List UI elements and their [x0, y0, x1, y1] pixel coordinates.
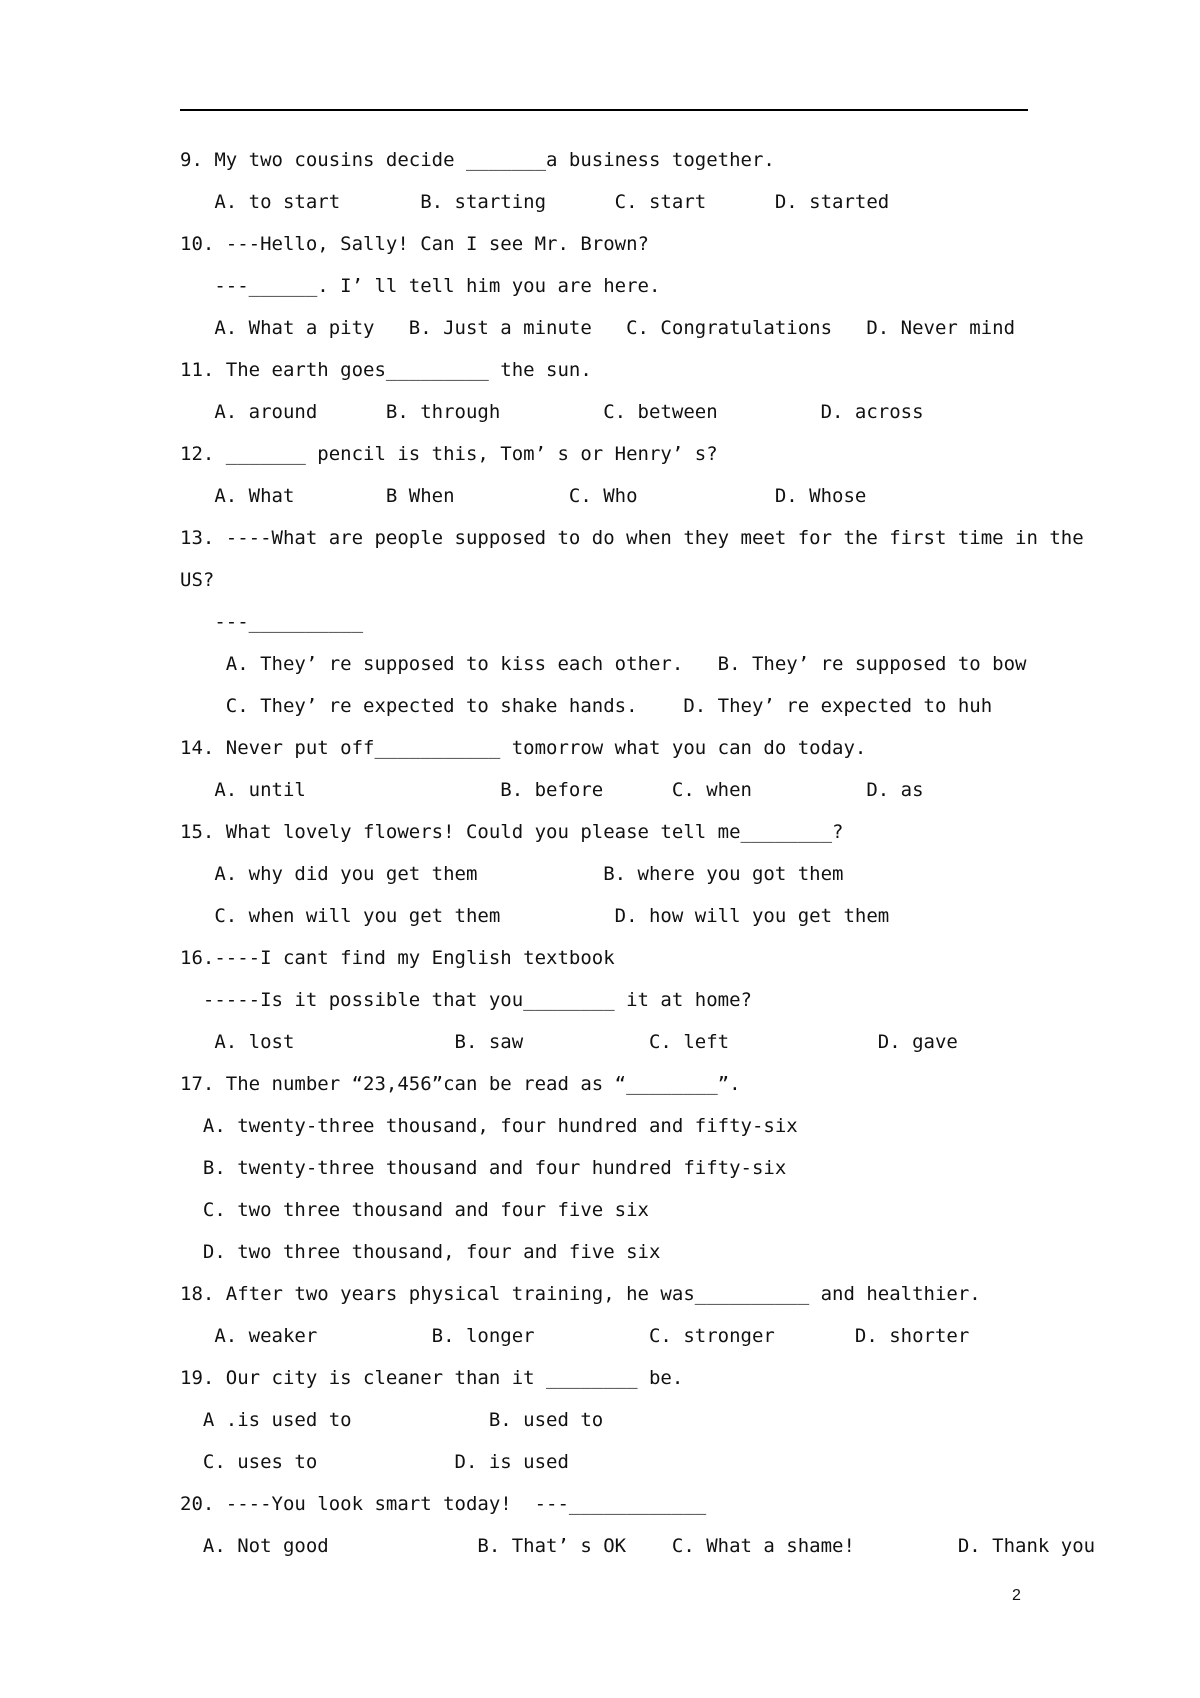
- q13-options-ab: A. They’ re supposed to kiss each other. B. They’ re supposed to bow: [180, 653, 1027, 675]
- q15-stem: 15. What lovely flowers! Could you please tell me________?: [180, 821, 844, 843]
- q17-option-b: B. twenty-three thousand and four hundred fifty-six: [180, 1157, 787, 1179]
- q10-stem: 10. ---Hello, Sally! Can I see Mr. Brown?: [180, 233, 649, 255]
- q11-options: A. around B. through C. between D. across: [180, 401, 924, 423]
- q10-reply: ---______. I’ ll tell him you are here.: [180, 275, 661, 297]
- q13-stem-line2: US?: [180, 569, 215, 591]
- q20-stem: 20. ----You look smart today! ---____________: [180, 1493, 707, 1515]
- q17-option-a: A. twenty-three thousand, four hundred and fifty-six: [180, 1115, 798, 1137]
- q10-options: A. What a pity B. Just a minute C. Congratulations D. Never mind: [180, 317, 1016, 339]
- q17-option-d: D. two three thousand, four and five six: [180, 1241, 661, 1263]
- header-rule: [180, 109, 1028, 111]
- q19-stem: 19. Our city is cleaner than it ________ be.: [180, 1367, 684, 1389]
- q19-options-cd: C. uses to D. is used: [180, 1451, 569, 1473]
- q13-options-cd: C. They’ re expected to shake hands. D. They’ re expected to huh: [180, 695, 993, 717]
- q16-reply: -----Is it possible that you________ it at home?: [180, 989, 752, 1011]
- q13-stem-line1: 13. ----What are people supposed to do when they meet for the first time in the: [180, 527, 1084, 549]
- page-number: 2: [1012, 1587, 1021, 1604]
- q11-stem: 11. The earth goes_________ the sun.: [180, 359, 592, 381]
- q16-options: A. lost B. saw C. left D. gave: [180, 1031, 958, 1053]
- q9-options: A. to start B. starting C. start D. started: [180, 191, 890, 213]
- q17-option-c: C. two three thousand and four five six: [180, 1199, 649, 1221]
- q19-options-ab: A .is used to B. used to: [180, 1409, 604, 1431]
- q18-stem: 18. After two years physical training, he was__________ and healthier.: [180, 1283, 981, 1305]
- q17-stem: 17. The number “23,456”can be read as “________”.: [180, 1073, 741, 1095]
- q12-stem: 12. _______ pencil is this, Tom’ s or Henry’ s?: [180, 443, 718, 465]
- q15-options-cd: C. when will you get them D. how will you get them: [180, 905, 890, 927]
- q14-stem: 14. Never put off___________ tomorrow what you can do today.: [180, 737, 867, 759]
- q20-options: A. Not good B. That’ s OK C. What a shame! D. Thank you: [180, 1535, 1096, 1557]
- q12-options: A. What B When C. Who D. Whose: [180, 485, 867, 507]
- q14-options: A. until B. before C. when D. as: [180, 779, 924, 801]
- q13-reply: ---__________: [180, 611, 364, 633]
- q9-stem: 9. My two cousins decide _______a business together.: [180, 149, 775, 171]
- q16-stem: 16.----I cant find my English textbook: [180, 947, 615, 969]
- q15-options-ab: A. why did you get them B. where you got them: [180, 863, 844, 885]
- q18-options: A. weaker B. longer C. stronger D. shorter: [180, 1325, 970, 1347]
